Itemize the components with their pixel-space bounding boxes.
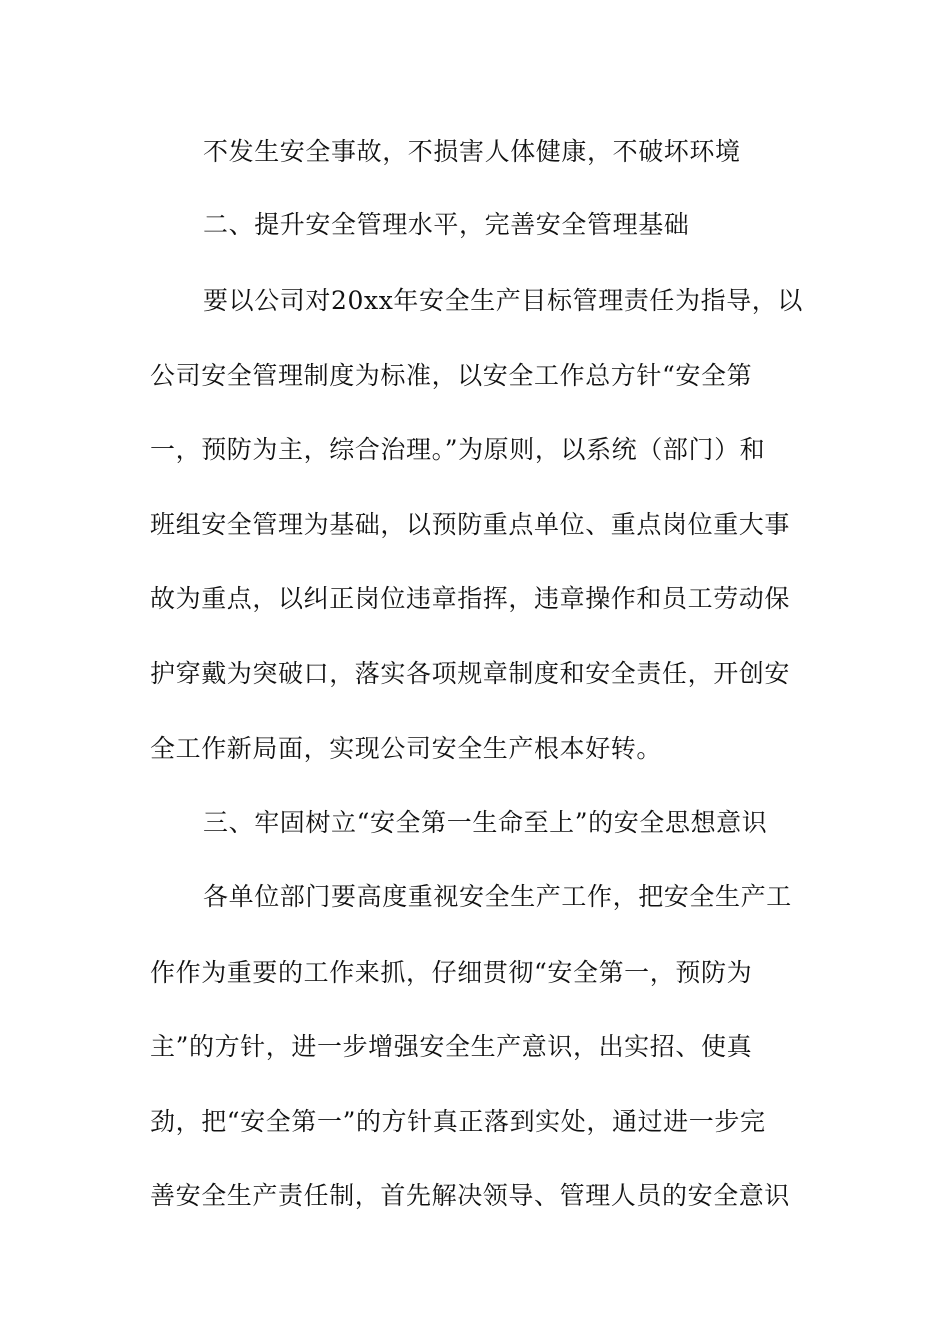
section-heading-2: 二、提升安全管理水平，完善安全管理基础: [203, 210, 690, 239]
section-heading-3: 三、牢固树立“安全第一生命至上”的安全思想意识: [203, 808, 768, 837]
paragraph-line-1: 要以公司对20xx年安全生产目标管理责任为指导，以: [203, 286, 804, 315]
paragraph2-line-1: 各单位部门要高度重视安全生产工作，把安全生产工: [203, 882, 792, 911]
paragraph2-line-3: 主”的方针，进一步增强安全生产意识，出实招、使真: [150, 1032, 753, 1061]
paragraph-line-2: 公司安全管理制度为标准，以安全工作总方针“安全第: [150, 361, 753, 390]
paragraph-line-3: 一，预防为主，综合治理。”为原则，以系统（部门）和: [150, 435, 766, 464]
paragraph-line-4: 班组安全管理为基础，以预防重点单位、重点岗位重大事: [150, 510, 791, 539]
paragraph-line-7: 全工作新局面，实现公司安全生产根本好转。: [150, 734, 663, 763]
text-line-1: 不发生安全事故，不损害人体健康，不破坏环境: [203, 137, 741, 166]
paragraph2-line-4: 劲，把“安全第一”的方针真正落到实处，通过进一步完: [150, 1107, 766, 1136]
paragraph-line-6: 护穿戴为突破口，落实各项规章制度和安全责任，开创安: [150, 659, 791, 688]
paragraph2-line-5: 善安全生产责任制，首先解决领导、管理人员的安全意识: [150, 1181, 791, 1210]
paragraph2-line-2: 作作为重要的工作来抓，仔细贯彻“安全第一，预防为: [150, 958, 753, 987]
paragraph-line-5: 故为重点，以纠正岗位违章指挥，违章操作和员工劳动保: [150, 584, 791, 613]
